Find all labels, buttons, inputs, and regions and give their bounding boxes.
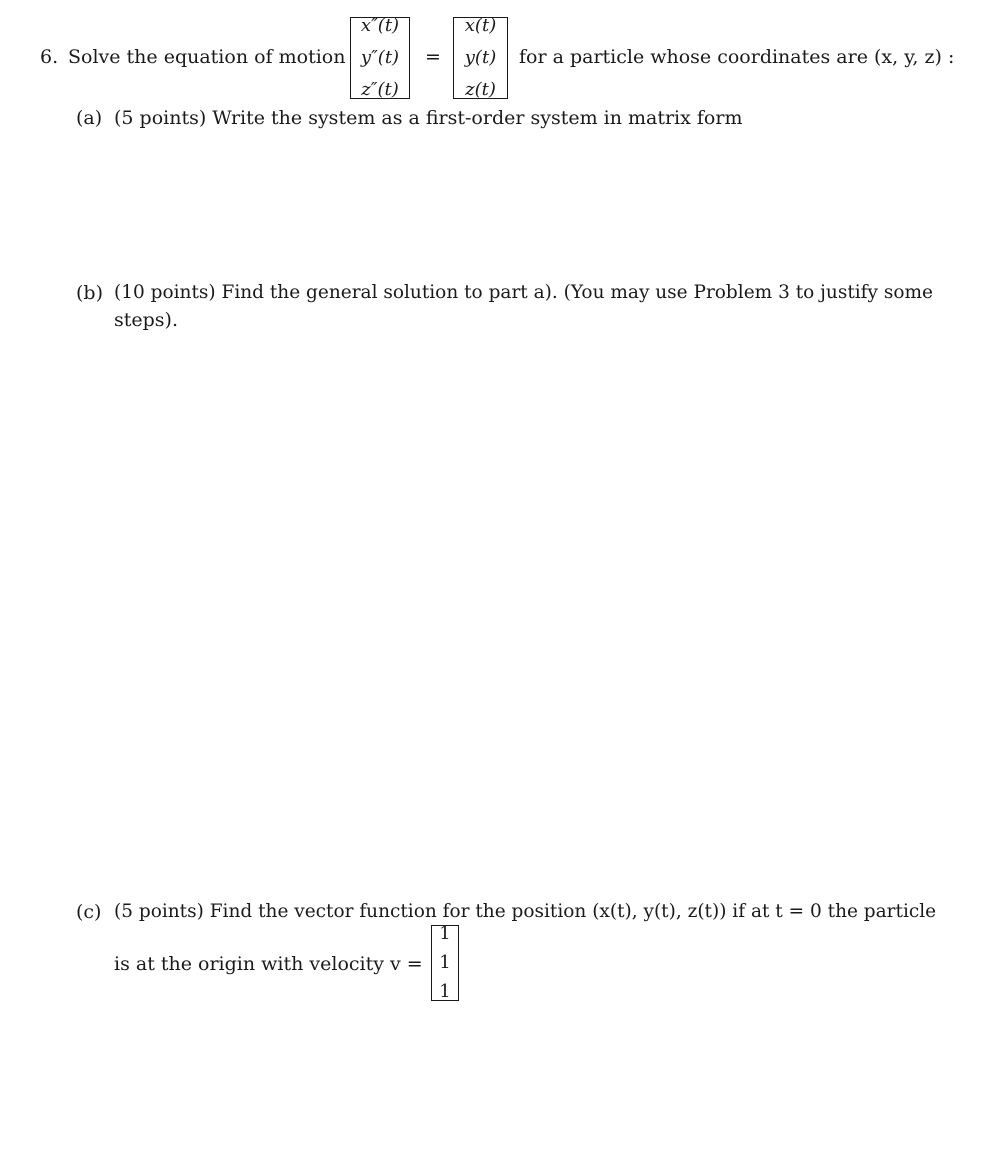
part-b-text-line2: steps). (114, 309, 178, 331)
lhs-vector-entry: z″(t) (361, 79, 399, 100)
problem-intro: Solve the equation of motion (68, 46, 346, 68)
lhs-vector-entry: y″(t) (360, 47, 400, 68)
rhs-vector (453, 17, 508, 99)
part-c-text-line1: (5 points) Find the vector function for the position (x(t), y(t), z(t)) if at t = 0 the particle (114, 901, 937, 922)
part-b-label: (b) (76, 282, 103, 304)
lhs-vector (350, 17, 410, 99)
part-c-text-line2: is at the origin with velocity v = (114, 953, 423, 975)
part-c-label: (c) (76, 901, 102, 923)
part-a-text: (5 points) Write the system as a first-order system in matrix form (114, 107, 743, 129)
problem-number: 6. (40, 46, 59, 68)
problem-tail: for a particle whose coordinates are (x, y, z) : (519, 46, 955, 68)
velocity-vector (431, 925, 459, 1001)
lhs-vector-entry: x″(t) (360, 15, 400, 36)
velocity-vector-entry: 1 (439, 952, 451, 973)
rhs-vector-entry: z(t) (465, 79, 496, 100)
part-a-label: (a) (76, 107, 103, 129)
rhs-vector-entry: y(t) (464, 47, 497, 68)
velocity-vector-entry: 1 (439, 981, 451, 1002)
equals-sign: = (425, 46, 441, 68)
rhs-vector-entry: x(t) (464, 15, 497, 36)
part-b-text-line1: (10 points) Find the general solution to part a). (You may use Problem 3 to justify some (114, 282, 933, 303)
velocity-vector-entry: 1 (439, 923, 451, 944)
